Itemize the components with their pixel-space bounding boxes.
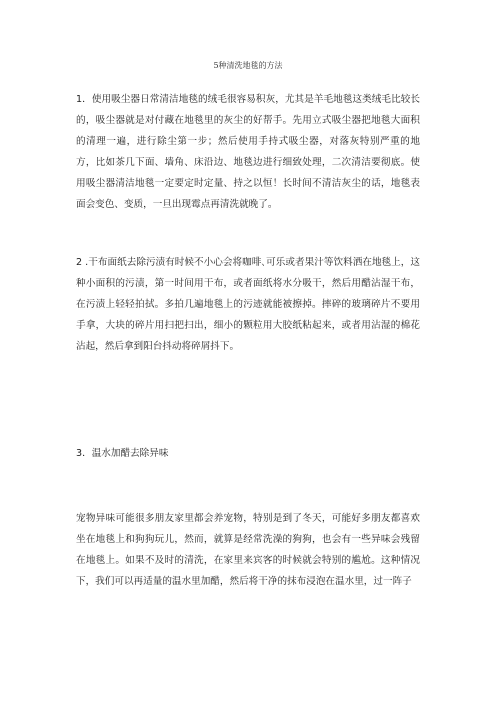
- paragraph-4: 宠物异味可能很多朋友家里都会养宠物，特别是到了冬天，可能好多朋友都喜欢坐在地毯上和狗狗玩儿，然而，就算是经常洗澡的狗狗，也会有一些异味会残留在地毯上。如果不及时的清洗，在家里来宾客的时候就会特别的尴尬。这种情况下，我们可以再适量的温水里加醋，然后将干净的抹布浸泡在温水里，过一阵子: [76, 513, 420, 587]
- document-title: 5种清洗地毯的方法: [213, 61, 283, 70]
- section-heading-3: 3．温水加醋去除异味: [76, 448, 169, 459]
- paragraph-1: 1．使用吸尘器日常清洁地毯的绒毛很容易积灰，尤其是羊毛地毯这类绒毛比较长的，吸尘器就是对付藏在地毯里的灰尘的好帮手。先用立式吸尘器把地毯大面积的清理一遍，进行除尘第一步；然后使用手持式吸尘器，对落灰特别严重的地方，比如茶几下面、墙角、床沿边、地毯边进行细致处理，二次清洁要彻底。使用吸尘器清洁地毯一定要定时定量、持之以恒！长时间不清洁灰尘的话，地毯表面会变色、变质，一旦出现霉点再清洗就晚了。: [76, 94, 420, 210]
- paragraph-2: 2 .干布面纸去除污渍有时候不小心会将咖啡､可乐或者果汁等饮料洒在地毯上，这种小面积的污渍，第一时间用干布，或者面纸将水分吸干，然后用醋沾湿干布，在污渍上轻轻拍拭。多拍几遍地毯上的污迹就能被擦掉。摔碎的玻璃碎片不要用手拿，大块的碎片用扫把扫出，细小的颗粒用大胶纸粘起来，或者用沾湿的棉花沾起，然后拿到阳台抖动将碎屑抖下。: [76, 257, 420, 352]
